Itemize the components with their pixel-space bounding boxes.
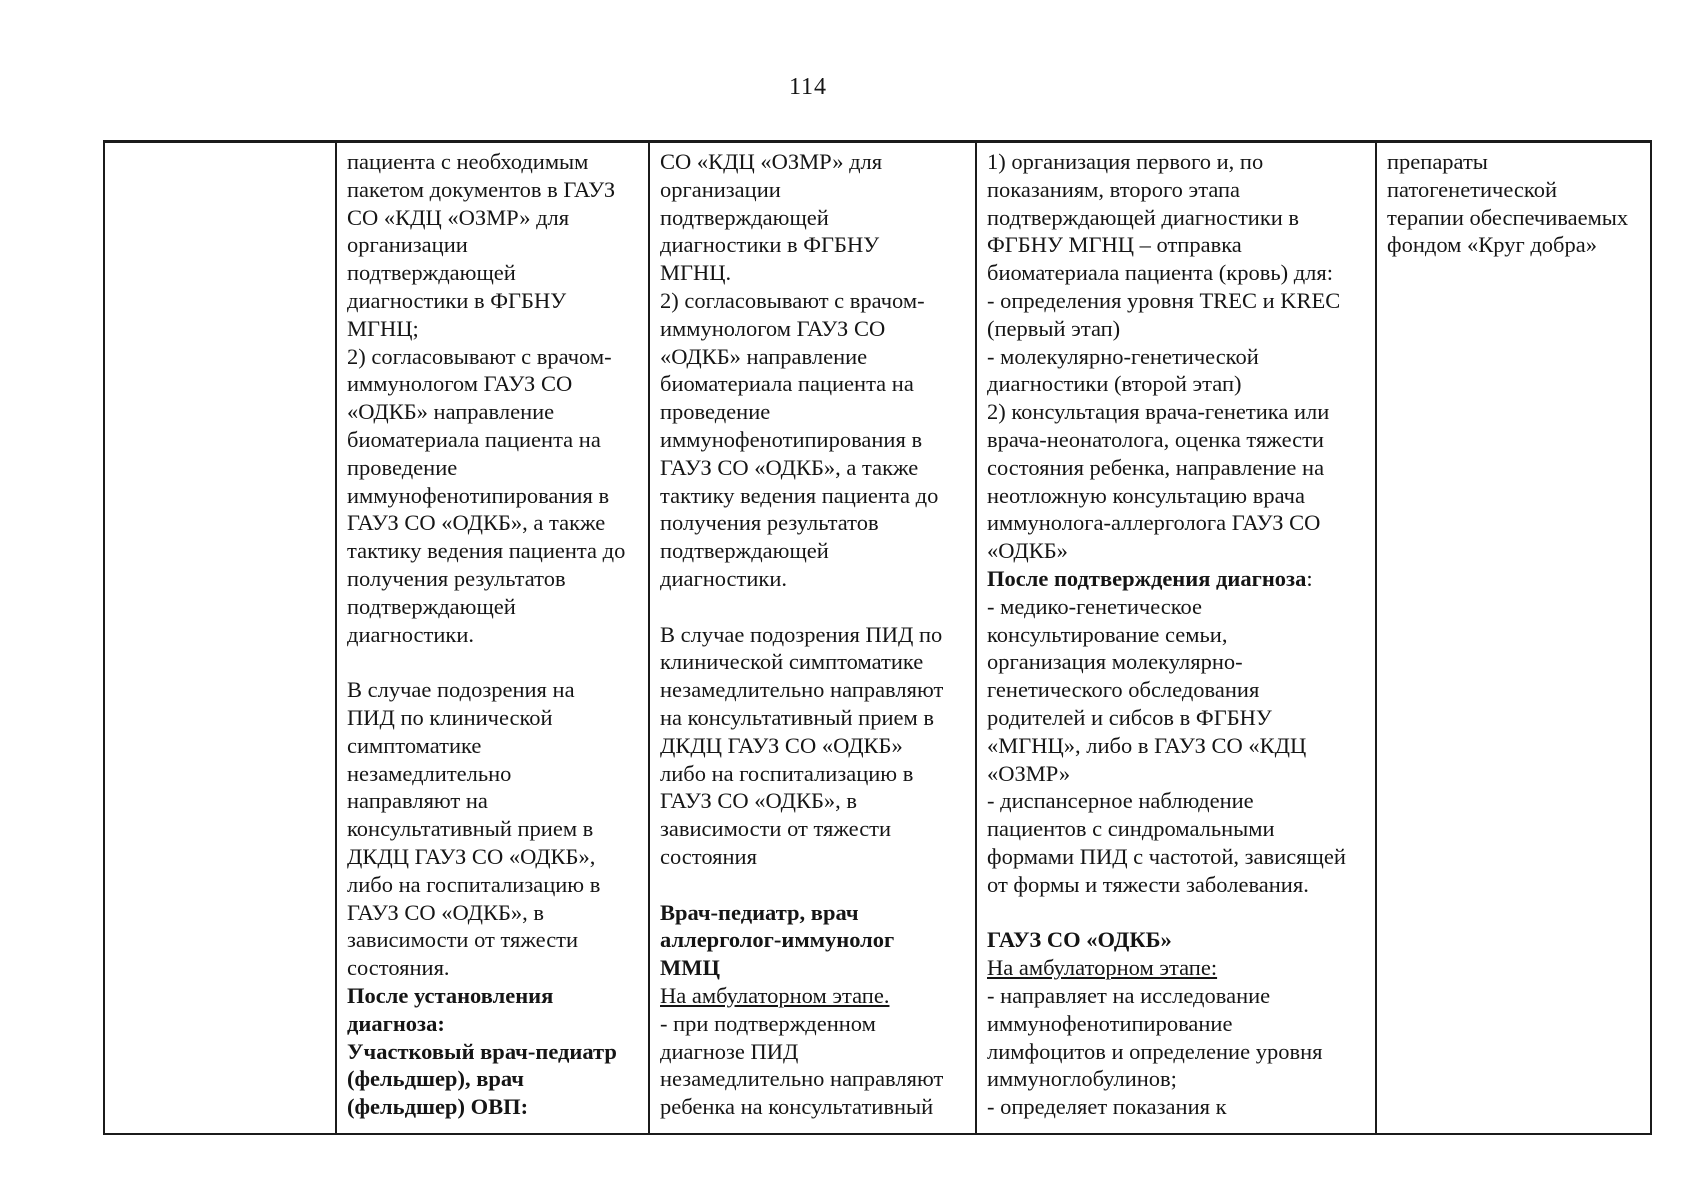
text-line (347, 1010, 644, 1038)
text-segment: МГНЦ. (660, 260, 732, 286)
text-line (660, 370, 971, 398)
text-line (1387, 176, 1646, 204)
text-line (660, 231, 971, 259)
text-line (347, 343, 644, 371)
text-segment: аллерголог-иммунолог (660, 927, 895, 953)
text-line (987, 593, 1371, 621)
text-line (347, 370, 644, 398)
text-line (660, 204, 971, 232)
text-segment: тактику ведения пациента до (660, 482, 939, 508)
text-segment: На амбулаторном этапе: (987, 955, 1218, 981)
text-segment: 1) организация первого и, по (987, 149, 1264, 174)
text-segment: - направляет на исследование (987, 982, 1271, 1008)
text-line (987, 426, 1371, 454)
text-segment: незамедлительно (347, 760, 512, 786)
text-line (987, 871, 1371, 899)
text-segment: патогенетической (1387, 176, 1557, 202)
text-segment: либо на госпитализацию в (660, 760, 914, 786)
text-segment: - диспансерное наблюдение (987, 788, 1254, 814)
text-line (987, 926, 1371, 954)
text-line (987, 676, 1371, 704)
text-segment: состояния ребенка, направление на (987, 454, 1325, 480)
text-segment: показаниям, второго этапа (987, 176, 1241, 202)
text-segment: После подтверждения диагноза (987, 565, 1307, 591)
page-number: 114 (788, 74, 828, 100)
text-segment: зависимости от тяжести (660, 816, 892, 842)
text-segment: (фельдшер) ОВП: (347, 1094, 529, 1120)
text-line (347, 176, 644, 204)
text-segment: либо на госпитализацию в (347, 871, 601, 897)
table-cell-column-2 (337, 143, 650, 1133)
text-line (660, 565, 971, 593)
text-segment: биоматериала пациента (кровь) для: (987, 260, 1333, 286)
text-line (347, 315, 644, 343)
text-line (987, 621, 1371, 649)
text-line (987, 565, 1371, 593)
text-line (660, 593, 971, 621)
text-segment: симптоматике (347, 732, 482, 758)
text-line (987, 343, 1371, 371)
text-line (660, 482, 971, 510)
text-segment: иммунологом ГАУЗ СО (660, 315, 886, 341)
text-line (347, 454, 644, 482)
text-line (660, 1038, 971, 1066)
text-line (660, 537, 971, 565)
text-segment: организации (347, 232, 468, 258)
text-line (987, 482, 1371, 510)
text-segment: состояния (660, 843, 757, 869)
table-cell-column-5 (1377, 143, 1650, 1133)
text-line (347, 482, 644, 510)
text-segment: ДКДЦ ГАУЗ СО «ОДКБ» (660, 732, 903, 758)
text-segment: диагностики (второй этап) (987, 371, 1242, 397)
text-segment: тактику ведения пациента до (347, 538, 626, 564)
text-line (347, 259, 644, 287)
text-segment: ГАУЗ СО «ОДКБ», в (660, 788, 858, 814)
text-line (1387, 148, 1646, 176)
text-line (347, 231, 644, 259)
text-segment: проведение (660, 399, 771, 425)
text-line (660, 509, 971, 537)
text-segment: диагнозе ПИД (660, 1038, 799, 1064)
text-segment: - молекулярно-генетической (987, 343, 1259, 369)
text-line (660, 704, 971, 732)
text-line (347, 843, 644, 871)
text-line (987, 537, 1371, 565)
text-segment: диагностики в ФГБНУ (347, 287, 567, 313)
text-segment: пациентов с синдромальными (987, 816, 1275, 842)
text-line (660, 426, 971, 454)
text-line (660, 287, 971, 315)
text-segment: В случае подозрения на (347, 677, 575, 703)
text-segment: подтверждающей (347, 260, 516, 286)
text-segment: терапии обеспечиваемых (1387, 204, 1629, 230)
text-line (987, 454, 1371, 482)
text-line (660, 454, 971, 482)
text-segment: (фельдшер), врач (347, 1066, 524, 1092)
text-segment: «МГНЦ», либо в ГАУЗ СО «КДЦ (987, 732, 1307, 758)
text-line (347, 648, 644, 676)
text-segment: После установления (347, 982, 554, 1008)
text-segment: ГАУЗ СО «ОДКБ», а также (347, 510, 606, 536)
text-segment: ПИД по клинической (347, 704, 553, 730)
text-segment: незамедлительно направляют (660, 677, 944, 703)
text-line (347, 509, 644, 537)
text-segment: На амбулаторном этапе. (660, 982, 890, 1008)
text-line (1387, 204, 1646, 232)
text-line (347, 1038, 644, 1066)
text-segment: : (1306, 565, 1313, 591)
text-segment: иммунофенотипирования в (660, 426, 923, 452)
text-line (660, 1093, 971, 1121)
text-line (660, 148, 971, 176)
text-segment: ММЦ (660, 955, 720, 981)
text-segment: подтверждающей диагностики в (987, 204, 1300, 230)
text-segment: пациента с необходимым (347, 149, 589, 174)
text-line (347, 426, 644, 454)
text-segment: МГНЦ; (347, 315, 419, 341)
text-segment: направляют на (347, 788, 488, 814)
text-segment: подтверждающей (660, 538, 829, 564)
text-segment: В случае подозрения ПИД по (660, 621, 943, 647)
text-segment: фондом «Круг добра» (1387, 232, 1597, 258)
text-segment: ГАУЗ СО «ОДКБ» (987, 927, 1172, 953)
text-segment: консультирование семьи, (987, 621, 1228, 647)
text-line (987, 509, 1371, 537)
text-line (660, 648, 971, 676)
text-segment: «ОДКБ» направление (347, 399, 555, 425)
text-segment: врача-неонатолога, оценка тяжести (987, 426, 1324, 452)
text-segment: иммунологом ГАУЗ СО (347, 371, 573, 397)
text-segment: диагностики в ФГБНУ (660, 232, 880, 258)
text-segment: диагностики. (347, 621, 475, 647)
text-line (987, 315, 1371, 343)
text-line (660, 259, 971, 287)
text-line (347, 732, 644, 760)
text-line (987, 982, 1371, 1010)
text-segment: - определения уровня TREC и KREC (987, 287, 1341, 313)
text-line (987, 760, 1371, 788)
text-line (987, 1065, 1371, 1093)
text-line (987, 899, 1371, 927)
table-cell-column-1 (105, 143, 337, 1133)
text-segment: неотложную консультацию врача (987, 482, 1305, 508)
text-line (987, 815, 1371, 843)
text-line (660, 926, 971, 954)
text-line (347, 815, 644, 843)
text-segment: - определяет показания к (987, 1094, 1227, 1120)
text-line (347, 760, 644, 788)
text-line (660, 676, 971, 704)
text-segment: состояния. (347, 955, 450, 981)
text-segment: на консультативный прием в (660, 704, 934, 730)
text-line (987, 648, 1371, 676)
text-line (347, 398, 644, 426)
text-line (987, 398, 1371, 426)
text-segment: «ОДКБ» (987, 538, 1068, 564)
text-line (347, 1093, 644, 1121)
text-segment: «ОЗМР» (987, 760, 1071, 786)
table-cell-column-4 (977, 143, 1377, 1133)
text-line (347, 1065, 644, 1093)
text-segment: организация молекулярно- (987, 649, 1243, 675)
text-line (660, 843, 971, 871)
text-line (987, 787, 1371, 815)
text-segment: лимфоцитов и определение уровня (987, 1038, 1323, 1064)
text-line (347, 593, 644, 621)
text-line (987, 287, 1371, 315)
procedure-table (103, 140, 1652, 1135)
text-line (660, 398, 971, 426)
text-line (660, 899, 971, 927)
text-segment: диагноза: (347, 1010, 445, 1036)
text-line (987, 954, 1371, 982)
text-segment: Врач-педиатр, врач (660, 899, 859, 925)
text-line (660, 1065, 971, 1093)
text-line (347, 676, 644, 704)
text-segment: получения результатов (347, 565, 566, 591)
text-line (347, 537, 644, 565)
text-line (1387, 231, 1646, 259)
text-line (347, 899, 644, 927)
text-line (660, 1010, 971, 1038)
text-segment: ДКДЦ ГАУЗ СО «ОДКБ», (347, 843, 596, 869)
text-line (660, 732, 971, 760)
text-line (987, 176, 1371, 204)
text-segment: незамедлительно направляют (660, 1066, 944, 1092)
text-line (347, 565, 644, 593)
text-segment: биоматериала пациента на (660, 371, 914, 397)
text-segment: иммунофенотипирования в (347, 482, 610, 508)
text-segment: проведение (347, 454, 458, 480)
text-line (660, 815, 971, 843)
text-line (347, 704, 644, 732)
text-segment: препараты (1387, 149, 1488, 174)
text-line (347, 621, 644, 649)
text-line (347, 787, 644, 815)
text-line (987, 1093, 1371, 1121)
text-line (660, 982, 971, 1010)
text-segment: СО «КДЦ «ОЗМР» для (347, 204, 570, 230)
text-line (660, 871, 971, 899)
text-line (987, 231, 1371, 259)
text-line (347, 204, 644, 232)
text-line (987, 370, 1371, 398)
text-segment: подтверждающей (347, 593, 516, 619)
text-line (660, 176, 971, 204)
text-line (347, 982, 644, 1010)
text-segment: - при подтвержденном (660, 1010, 876, 1036)
text-line (347, 148, 644, 176)
text-segment: формами ПИД с частотой, зависящей (987, 843, 1346, 869)
text-segment: диагностики. (660, 565, 788, 591)
text-segment: консультативный прием в (347, 816, 594, 842)
text-line (347, 926, 644, 954)
text-segment: подтверждающей (660, 204, 829, 230)
text-segment: родителей и сибсов в ФГБНУ (987, 704, 1272, 730)
text-line (987, 204, 1371, 232)
text-line (987, 1010, 1371, 1038)
text-line (660, 621, 971, 649)
text-segment: Участковый врач-педиатр (347, 1038, 617, 1064)
text-segment: клинической симптоматике (660, 649, 924, 675)
text-segment: организации (660, 176, 781, 202)
text-line (987, 148, 1371, 176)
text-segment: зависимости от тяжести (347, 927, 579, 953)
text-segment: получения результатов (660, 510, 879, 536)
text-line (660, 954, 971, 982)
text-line (987, 1038, 1371, 1066)
text-segment: ГАУЗ СО «ОДКБ», а также (660, 454, 919, 480)
text-segment: СО «КДЦ «ОЗМР» для (660, 149, 883, 174)
text-segment: 2) консультация врача-генетика или (987, 399, 1330, 425)
text-segment: ГАУЗ СО «ОДКБ», в (347, 899, 545, 925)
text-line (660, 787, 971, 815)
text-segment: ФГБНУ МГНЦ – отправка (987, 232, 1242, 258)
text-line (660, 343, 971, 371)
text-segment: от формы и тяжести заболевания. (987, 871, 1309, 897)
text-segment: иммунолога-аллерголога ГАУЗ СО (987, 510, 1321, 536)
text-segment: 2) согласовывают с врачом- (660, 287, 925, 313)
text-line (347, 871, 644, 899)
text-line (987, 259, 1371, 287)
text-segment: «ОДКБ» направление (660, 343, 868, 369)
text-segment: пакетом документов в ГАУЗ (347, 176, 616, 202)
text-line (660, 315, 971, 343)
text-line (347, 287, 644, 315)
text-line (987, 704, 1371, 732)
table-cell-column-3 (650, 143, 977, 1133)
text-segment: биоматериала пациента на (347, 426, 601, 452)
text-segment: - медико-генетическое (987, 593, 1203, 619)
text-segment: иммунофенотипирование (987, 1010, 1233, 1036)
text-segment: иммуноглобулинов; (987, 1066, 1177, 1092)
text-line (347, 954, 644, 982)
text-segment: 2) согласовывают с врачом- (347, 343, 612, 369)
text-segment: ребенка на консультативный (660, 1094, 934, 1120)
text-segment: (первый этап) (987, 315, 1121, 341)
text-line (987, 732, 1371, 760)
text-segment: генетического обследования (987, 677, 1260, 703)
text-line (987, 843, 1371, 871)
text-line (660, 760, 971, 788)
